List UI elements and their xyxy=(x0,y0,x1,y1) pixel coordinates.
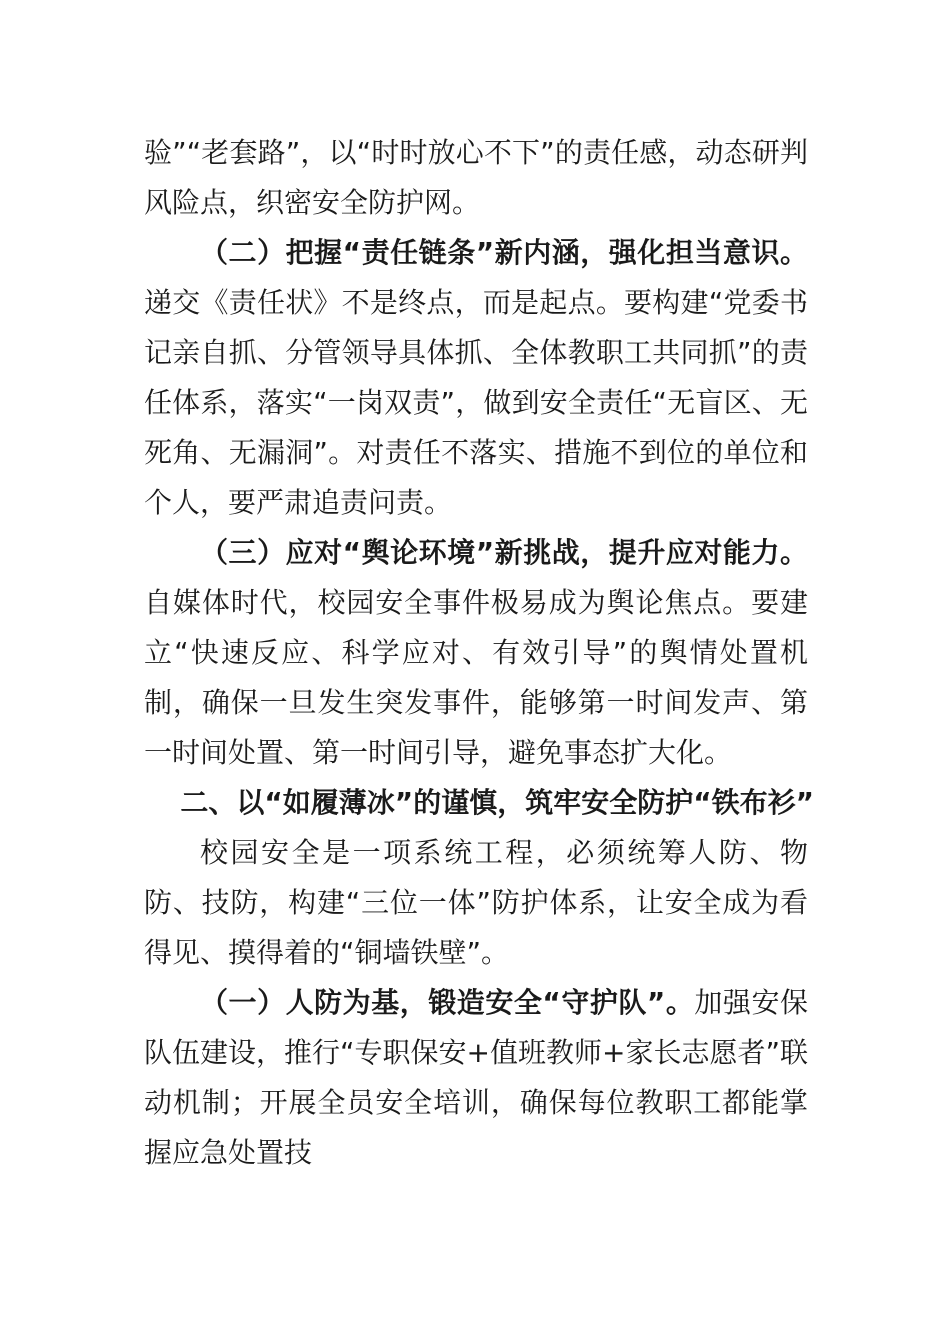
paragraph-lead: （二）把握“责任链条”新内涵，强化担当意识。 xyxy=(200,236,808,269)
paragraph-text: 验”“老套路”，以“时时放心不下”的责任感，动态研判风险点，织密安全防护网。 xyxy=(144,136,808,219)
paragraph-text: 自媒体时代，校园安全事件极易成为舆论焦点。要建立“快速反应、科学应对、有效引导”的舆情处置机制，确保一旦发生突发事件，能够第一时间发声、第一时间处置、第一时间引导，避免事态扩大化。 xyxy=(144,586,808,769)
section-heading: 二、以“如履薄冰”的谨慎，筑牢安全防护“铁布衫” xyxy=(180,786,815,819)
paragraph-text: 校园安全是一项系统工程，必须统筹人防、物防、技防，构建“三位一体”防护体系，让安全成为看得见、摸得着的“铜墙铁壁”。 xyxy=(144,836,808,969)
paragraph-responsibility-chain xyxy=(144,228,808,528)
paragraph-text: 加强安保队伍建设，推行“专职保安+值班教师+家长志愿者”联动机制；开展全员安全培训，确保每位教职工都能掌握应急处置技 xyxy=(144,986,808,1169)
paragraph-text: 递交《责任状》不是终点，而是起点。要构建“党委书记亲自抓、分管领导具体抓、全体教职工共同抓”的责任体系，落实“一岗双责”，做到安全责任“无盲区、无死角、无漏洞”。对责任不落实、措施不到位的单位和个人，要严肃追责问责。 xyxy=(144,286,808,519)
paragraph-lead: （一）人防为基，锻造安全“守护队”。 xyxy=(200,986,695,1019)
paragraph-public-opinion xyxy=(144,528,808,778)
paragraph-system-engineering xyxy=(144,828,808,978)
paragraph-continuation xyxy=(144,128,808,228)
paragraph-lead: （三）应对“舆论环境”新挑战，提升应对能力。 xyxy=(200,536,808,569)
paragraph-personnel-defense xyxy=(144,978,808,1178)
document-body xyxy=(144,128,815,1178)
